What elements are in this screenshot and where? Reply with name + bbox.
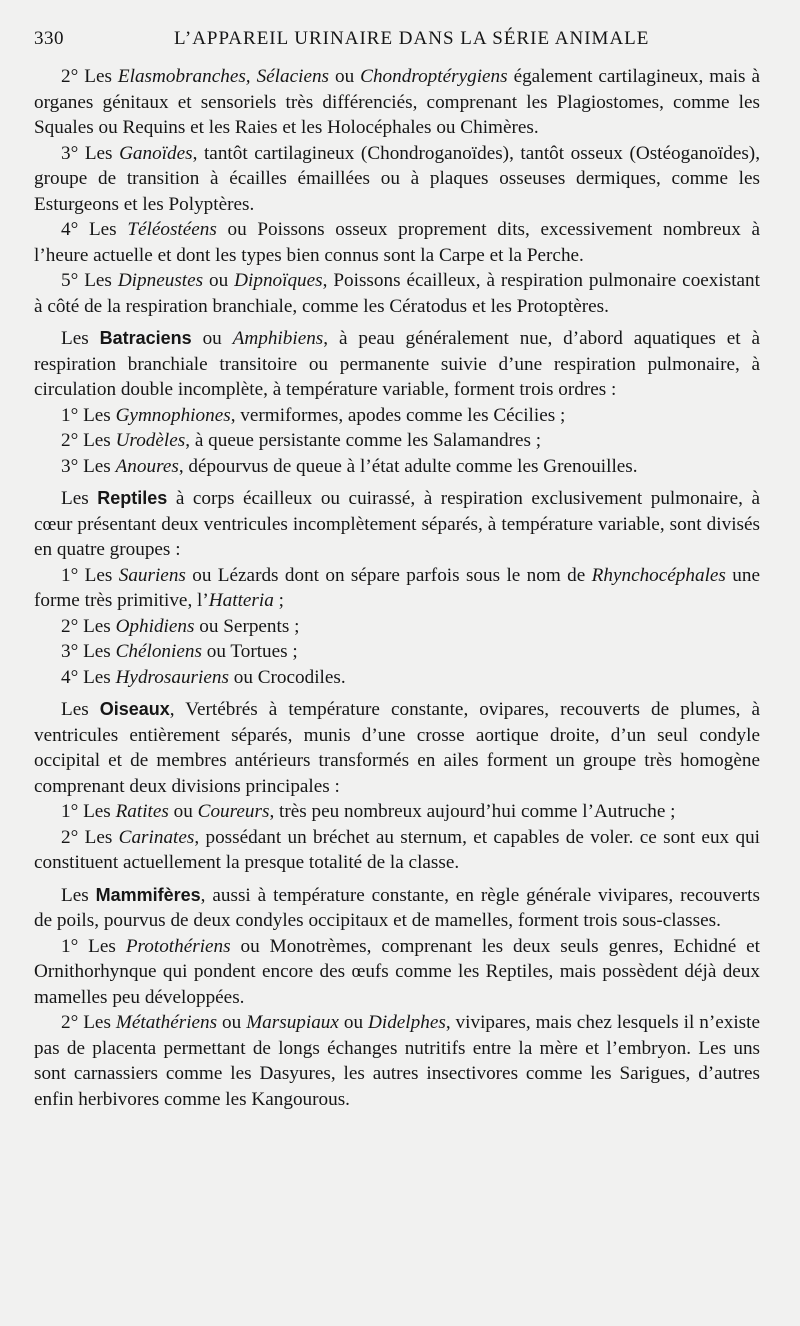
paragraph-teleosteens [34,217,760,268]
italic-term: Dipneustes [117,270,204,291]
italic-term: Hydrosauriens [115,666,229,688]
text-run: ou Lézards dont on sépare parfois sous le nom de [185,564,592,586]
text-run: ou Serpents ; [194,615,300,637]
text-run: 2° Les [61,826,119,848]
text-run: à corps écailleux ou cuirassé, à respiration exclusivement pulmonaire, à cœur présentant deux ventricules incomplètement séparés, à température variable, sont divisés en quatre groupes : [34,488,760,560]
text-run: ou [191,328,233,349]
paragraph-reptiles [34,486,760,563]
text-run: Les [61,884,96,906]
italic-term: Didelphes [368,1012,446,1033]
text-run: ou Crocodiles. [228,666,346,688]
text-run: , à queue persistante comme les Salamandres ; [185,430,542,451]
paragraph-sauriens [34,563,760,614]
paragraph-gymnophiones [34,403,760,429]
text-run: 2° Les [61,1012,116,1033]
text-run: ou [168,801,198,822]
italic-term: Ganoïdes [119,142,193,164]
bold-term: Reptiles [97,488,168,508]
bold-term: Oiseaux [99,699,170,719]
text-run: Les [61,328,100,349]
text-run: 1° Les [61,935,126,957]
paragraph-carinates [34,825,760,876]
text-run: 4° Les [61,666,116,688]
text-run: ou [338,1012,368,1033]
italic-term: Ophidiens [115,615,195,637]
paragraph-ophidiens [34,614,760,640]
italic-term: Ratites [115,801,169,822]
paragraph-batraciens [34,326,760,403]
text-run: , Poissons écailleux, à respiration pulmonaire coexistant à côté de la respiration branchiale, comme les Cératodus et les Protoptères. [34,270,760,317]
text-run: 1° Les [61,801,116,822]
text-run: 3° Les [61,641,116,662]
text-run: , à peau généralement nue, d’abord aquatiques et à respiration branchiale transitoire ou permanente suivie d’une respiration pulmonaire, à circulation double incomplète, à température variable, forment trois ordres : [34,328,760,400]
text-run: , dépourvus de queue à l’état adulte comme les Grenouilles. [178,455,638,477]
text-run: 4° Les [61,219,128,240]
paragraph-cheloniens [34,639,760,665]
italic-term: Métathériens [115,1012,218,1033]
paragraph-ratites [34,799,760,825]
text-run: également cartilagineux, mais à organes génitaux et sensoriels très différenciés, comprenant les Plagiostomes, comme les Squales ou Requins et les Raies et les Holocéphales ou Chimères. [34,66,761,138]
text-run: 5° Les [61,270,118,291]
text-run: 2° Les [61,66,118,87]
italic-term: Dipnoïques [234,270,323,291]
text-run: 2° Les [61,615,116,637]
text-run: , Vertébrés à température constante, ovipares, recouverts de plumes, à ventricules entièrement séparés, munis d’une crosse aortique droite, d’un seul condyle occipital et de membres antérieurs transformés en ailes forment un groupe très homogène comprenant deux divisions principales : [34,699,760,797]
paragraph-mammiferes [34,883,760,934]
italic-term: Chondroptérygiens [360,66,508,87]
bold-term: Batraciens [99,328,192,348]
italic-term: Urodèles [115,430,186,451]
paragraph-metatheriens [34,1010,760,1112]
text-run: 1° Les [61,564,119,586]
text-run: , possédant un bréchet au sternum, et capables de voler. ce sont eux qui constituent actuellement la presque totalité de la classe. [34,826,760,873]
italic-term: Carinates [118,826,195,848]
text-run: , très peu nombreux aujourd’hui comme l’Autruche ; [269,801,676,822]
text-run: 3° Les [61,142,120,164]
italic-term: Téléostéens [127,219,217,240]
text-run: , vivipares, mais chez lesquels il n’existe pas de placenta permettant de longs échanges nutritifs entre la mère et l’embryon. Les uns sont carnassiers comme les Dasyures, les autres insectivores comme les Sarigues, d’autres enfin herbivores comme les Kangourous. [34,1012,760,1110]
text-run: ou [217,1012,247,1033]
paragraph-oiseaux [34,697,760,799]
body-text [34,64,760,1112]
text-run: ou Tortues ; [201,641,298,662]
italic-term: Hatteria [208,590,274,611]
italic-term: Sauriens [118,564,186,586]
running-title: L’APPAREIL URINAIRE DANS LA SÉRIE ANIMALE [174,28,650,49]
italic-term: Chéloniens [115,641,202,662]
text-run: ; [273,590,284,611]
bold-term: Mammifères [95,884,201,905]
text-run: Les [61,699,100,720]
text-run: ou [329,66,361,87]
text-run: ou Poissons osseux proprement dits, excessivement nombreux à l’heure actuelle et dont les types bien connus sont la Carpe et la Perche. [34,219,760,266]
paragraph-elasmo [34,64,760,141]
italic-term: Protothériens [125,935,231,957]
running-head [34,28,766,56]
italic-term: Rhynchocéphales [591,564,726,586]
text-run: ou Monotrèmes, comprenant les deux seuls genres, Echidné et Ornithorhynque qui pondent encore des œufs comme les Reptiles, mais possèdent déjà deux mamelles peu développées. [34,935,760,1008]
text-run: 2° Les [61,430,116,451]
text-run: ou [203,270,235,291]
paragraph-ganoides [34,141,760,218]
text-run: Les [61,488,98,509]
text-run: 3° Les [61,455,116,477]
text-run: , aussi à température constante, en règle générale vivipares, recouverts de poils, pourvus de deux condyles occipitaux et de mamelles, forment trois sous-classes. [34,884,760,931]
paragraph-dipneustes [34,268,760,319]
paragraph-urodeles [34,428,760,454]
italic-term: Gymnophiones [115,404,231,426]
page-number: 330 [34,28,64,49]
paragraph-anoures [34,454,760,480]
italic-term: Marsupiaux [246,1012,339,1033]
italic-term: Anoures [115,455,179,477]
italic-term: Elasmobranches, Sélaciens [117,66,330,87]
italic-term: Coureurs [197,801,270,822]
text-run: , vermiformes, apodes comme les Cécilies ; [230,404,566,426]
italic-term: Amphibiens [232,328,324,349]
text-run: 1° Les [61,404,116,426]
text-run: une forme très primitive, l’ [34,564,760,611]
paragraph-hydrosauriens [34,665,760,691]
paragraph-prototheriens [34,934,760,1011]
text-run: , tantôt cartilagineux (Chondroganoïdes), tantôt osseux (Ostéoganoïdes), groupe de transition à écailles émaillées ou à plaques osseuses dermiques, comme les Esturgeons et les Polyptères. [34,142,760,215]
